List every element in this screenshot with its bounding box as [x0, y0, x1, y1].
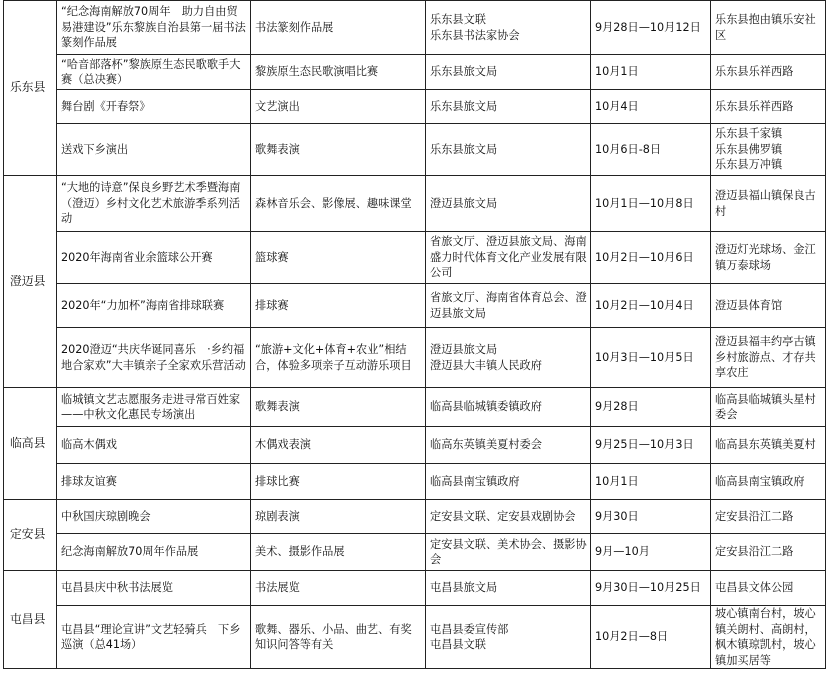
event-name-cell: “大地的诗意”保良乡野艺术季暨海南（澄迈）乡村文化艺术旅游季系列活动: [57, 176, 251, 232]
event-type-cell: 琼剧表演: [251, 500, 426, 534]
county-cell: 临高县: [4, 388, 57, 500]
event-date-cell: 10月2日—10月6日: [591, 232, 711, 284]
event-type-cell: 书法展览: [251, 571, 426, 606]
event-date-cell: 10月4日: [591, 90, 711, 124]
event-date-cell: 9月25日—10月3日: [591, 427, 711, 464]
event-date-cell: 9月30日: [591, 500, 711, 534]
table-row: [4, 284, 826, 328]
event-date-cell: 10月6日-8日: [591, 124, 711, 176]
county-cell: 屯昌县: [4, 571, 57, 669]
event-date-cell: 10月1日: [591, 464, 711, 500]
event-organizer-cell: 定安县文联、定安县戏剧协会: [426, 500, 591, 534]
event-organizer-cell: 屯昌县旅文局: [426, 571, 591, 606]
event-type-cell: 黎族原生态民歌演唱比赛: [251, 55, 426, 90]
event-organizer-cell: 澄迈县旅文局 澄迈县大丰镇人民政府: [426, 328, 591, 388]
event-name-cell: 2020年“力加杯”海南省排球联赛: [57, 284, 251, 328]
table-row: [4, 534, 826, 571]
event-organizer-cell: 乐东县旅文局: [426, 124, 591, 176]
event-place-cell: 乐东县乐祥西路: [711, 90, 826, 124]
event-organizer-cell: 临高县南宝镇政府: [426, 464, 591, 500]
event-name-cell: 送戏下乡演出: [57, 124, 251, 176]
event-date-cell: 10月2日—8日: [591, 606, 711, 669]
event-name-cell: 2020年海南省业余篮球公开赛: [57, 232, 251, 284]
event-place-cell: 澄迈灯光球场、金江镇万泰球场: [711, 232, 826, 284]
event-place-cell: 乐东县千家镇 乐东县佛罗镇 乐东县万冲镇: [711, 124, 826, 176]
event-type-cell: 歌舞、器乐、小品、曲艺、有奖知识问答等有关: [251, 606, 426, 669]
table-row: [4, 388, 826, 427]
event-organizer-cell: 澄迈县旅文局: [426, 176, 591, 232]
event-type-cell: 排球赛: [251, 284, 426, 328]
table-row: [4, 124, 826, 176]
event-type-cell: 歌舞表演: [251, 388, 426, 427]
event-name-cell: 2020澄迈“共庆华诞同喜乐 ·乡约福地合家欢”大丰镇亲子全家欢乐营活动: [57, 328, 251, 388]
table-row: [4, 90, 826, 124]
event-name-cell: 排球友谊赛: [57, 464, 251, 500]
table-row: [4, 500, 826, 534]
table-row: [4, 176, 826, 232]
event-place-cell: 定安县沿江二路: [711, 500, 826, 534]
event-name-cell: 舞台剧《开春祭》: [57, 90, 251, 124]
event-organizer-cell: 乐东县旅文局: [426, 55, 591, 90]
event-type-cell: 歌舞表演: [251, 124, 426, 176]
event-name-cell: 屯昌县“理论宣讲”文艺轻骑兵 下乡巡演（总41场）: [57, 606, 251, 669]
event-organizer-cell: 乐东县旅文局: [426, 90, 591, 124]
event-organizer-cell: 乐东县文联 乐东县书法家协会: [426, 1, 591, 55]
county-cell: 乐东县: [4, 1, 57, 176]
event-type-cell: 木偶戏表演: [251, 427, 426, 464]
event-date-cell: 10月3日—10月5日: [591, 328, 711, 388]
event-place-cell: 乐东县乐祥西路: [711, 55, 826, 90]
event-organizer-cell: 省旅文厅、澄迈县旅文局、海南盛力时代体育文化产业发展有限公司: [426, 232, 591, 284]
event-type-cell: 书法篆刻作品展: [251, 1, 426, 55]
event-date-cell: 10月1日: [591, 55, 711, 90]
event-organizer-cell: 临高东英镇美夏村委会: [426, 427, 591, 464]
event-place-cell: 屯昌县文体公园: [711, 571, 826, 606]
event-organizer-cell: 定安县文联、美术协会、摄影协会: [426, 534, 591, 571]
county-cell: 定安县: [4, 500, 57, 571]
event-place-cell: 定安县沿江二路: [711, 534, 826, 571]
table-row: [4, 232, 826, 284]
table-row: [4, 1, 826, 55]
event-type-cell: 文艺演出: [251, 90, 426, 124]
events-table: [3, 0, 826, 669]
event-place-cell: 临高县东英镇美夏村: [711, 427, 826, 464]
event-name-cell: “纪念海南解放70周年 助力自由贸易港建设”乐东黎族自治县第一届书法篆刻作品展: [57, 1, 251, 55]
event-place-cell: 澄迈县福山镇保良古村: [711, 176, 826, 232]
event-date-cell: 9月28日: [591, 388, 711, 427]
event-name-cell: “哈音部落杯”黎族原生态民歌歌手大赛（总决赛）: [57, 55, 251, 90]
event-type-cell: 美术、摄影作品展: [251, 534, 426, 571]
event-type-cell: 森林音乐会、影像展、趣味课堂: [251, 176, 426, 232]
event-place-cell: 坡心镇南台村，坡心镇关朗村、高朗村，枫木镇琼凯村，坡心镇加买居等: [711, 606, 826, 669]
event-date-cell: 10月2日—10月4日: [591, 284, 711, 328]
event-organizer-cell: 屯昌县委宣传部 屯昌县文联: [426, 606, 591, 669]
table-row: [4, 606, 826, 669]
event-name-cell: 纪念海南解放70周年作品展: [57, 534, 251, 571]
event-organizer-cell: 省旅文厅、海南省体育总会、澄迈县旅文局: [426, 284, 591, 328]
table-row: [4, 55, 826, 90]
event-name-cell: 临城镇文艺志愿服务走进寻常百姓家——中秋文化惠民专场演出: [57, 388, 251, 427]
table-row: [4, 427, 826, 464]
event-place-cell: 澄迈县体育馆: [711, 284, 826, 328]
event-place-cell: 临高县南宝镇政府: [711, 464, 826, 500]
event-date-cell: 9月28日—10月12日: [591, 1, 711, 55]
event-organizer-cell: 临高县临城镇委镇政府: [426, 388, 591, 427]
county-cell: 澄迈县: [4, 176, 57, 388]
table-row: [4, 464, 826, 500]
event-type-cell: “旅游+文化+体育+农业”相结合，体验多项亲子互动游乐项目: [251, 328, 426, 388]
event-date-cell: 9月30日—10月25日: [591, 571, 711, 606]
event-type-cell: 篮球赛: [251, 232, 426, 284]
event-place-cell: 澄迈县福丰约亭古镇乡村旅游点、才存共享农庄: [711, 328, 826, 388]
event-place-cell: 临高县临城镇头星村委会: [711, 388, 826, 427]
event-date-cell: 9月—10月: [591, 534, 711, 571]
event-place-cell: 乐东县抱由镇乐安社区: [711, 1, 826, 55]
event-date-cell: 10月1日—10月8日: [591, 176, 711, 232]
table-row: [4, 328, 826, 388]
event-name-cell: 屯昌县庆中秋书法展览: [57, 571, 251, 606]
event-type-cell: 排球比赛: [251, 464, 426, 500]
event-name-cell: 中秋国庆琼剧晚会: [57, 500, 251, 534]
events-table-body: [4, 1, 826, 669]
event-name-cell: 临高木偶戏: [57, 427, 251, 464]
table-row: [4, 571, 826, 606]
